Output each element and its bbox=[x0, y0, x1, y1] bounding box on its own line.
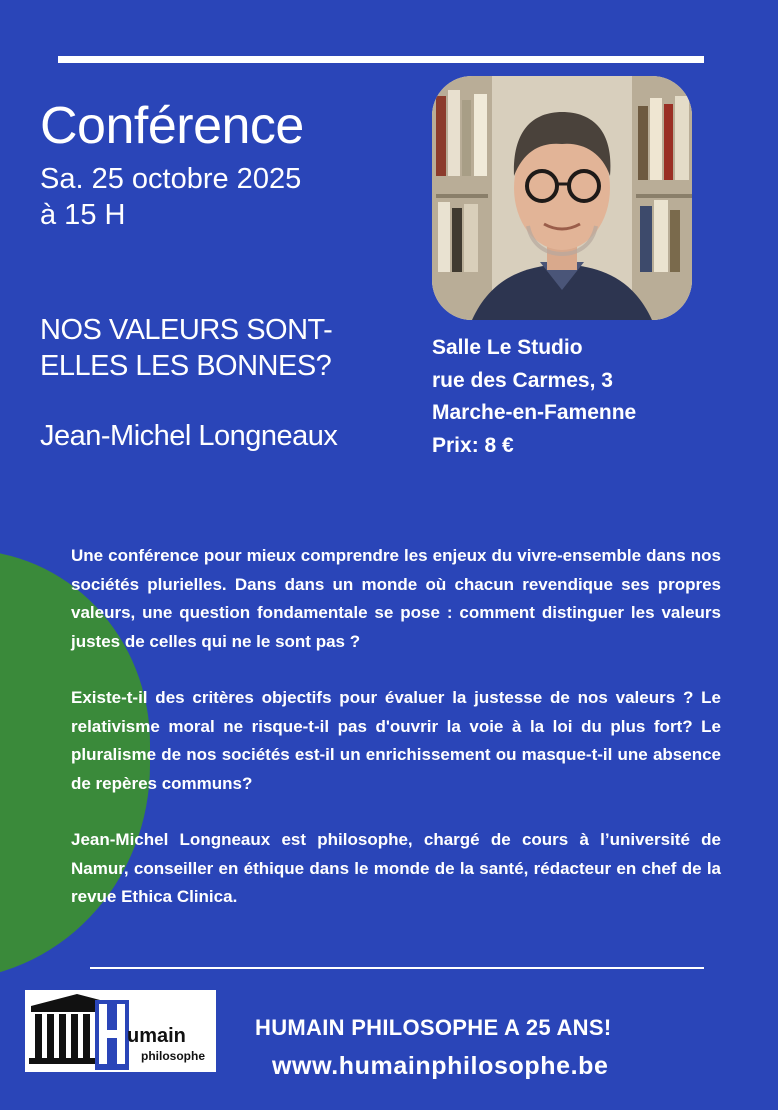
event-date: Sa. 25 octobre 2025 bbox=[40, 163, 302, 195]
venue-price: Prix: 8 € bbox=[432, 433, 514, 457]
description-paragraph-2: Existe-t-il des critères objectifs pour évaluer la justesse de nos valeurs ? Le relativisme moral ne risque-t-il pas d'ouvrir la voie à la loi du plus fort? Le pluralisme de nos sociétés est-il un enrichissement ou masque-t-il une absence de repères communs? bbox=[71, 688, 721, 793]
bottom-divider bbox=[90, 967, 704, 969]
event-time: à 15 H bbox=[40, 199, 126, 231]
svg-text:philosophe: philosophe bbox=[141, 1049, 205, 1063]
venue-street: rue des Carmes, 3 bbox=[432, 368, 613, 392]
website-link[interactable]: www.humainphilosophe.be bbox=[272, 1052, 609, 1080]
top-divider bbox=[58, 56, 704, 63]
description-paragraph-3: Jean-Michel Longneaux est philosophe, chargé de cours à l’université de Namur, conseiller en éthique dans le monde de la santé, rédacteur en chef de la revue Ethica Clinica. bbox=[71, 830, 721, 906]
venue-city: Marche-en-Famenne bbox=[432, 401, 637, 424]
anniversary-banner: HUMAIN PHILOSOPHE A 25 ANS! bbox=[255, 1015, 612, 1040]
speaker-portrait-illustration bbox=[432, 76, 692, 320]
temple-logo-icon bbox=[25, 990, 216, 1072]
talk-title: NOS VALEURS SONT-ELLES LES BONNES? bbox=[40, 314, 333, 382]
description bbox=[71, 542, 721, 940]
description-paragraph-1: Une conférence pour mieux comprendre les enjeux du vivre-ensemble dans nos sociétés plurielles. Dans dans un monde où chacun revendique ses propres valeurs, une question fondamentale se pose : comment distinguer les valeurs justes de celles qui ne le sont pas ? bbox=[71, 546, 721, 651]
svg-text:umain: umain bbox=[127, 1025, 186, 1047]
event-type-title: Conférence bbox=[40, 97, 304, 155]
speaker-photo bbox=[432, 76, 692, 320]
humain-philosophe-logo bbox=[25, 990, 216, 1072]
speaker-name: Jean-Michel Longneaux bbox=[40, 420, 338, 452]
venue-name: Salle Le Studio bbox=[432, 336, 583, 359]
venue-info bbox=[432, 332, 636, 462]
